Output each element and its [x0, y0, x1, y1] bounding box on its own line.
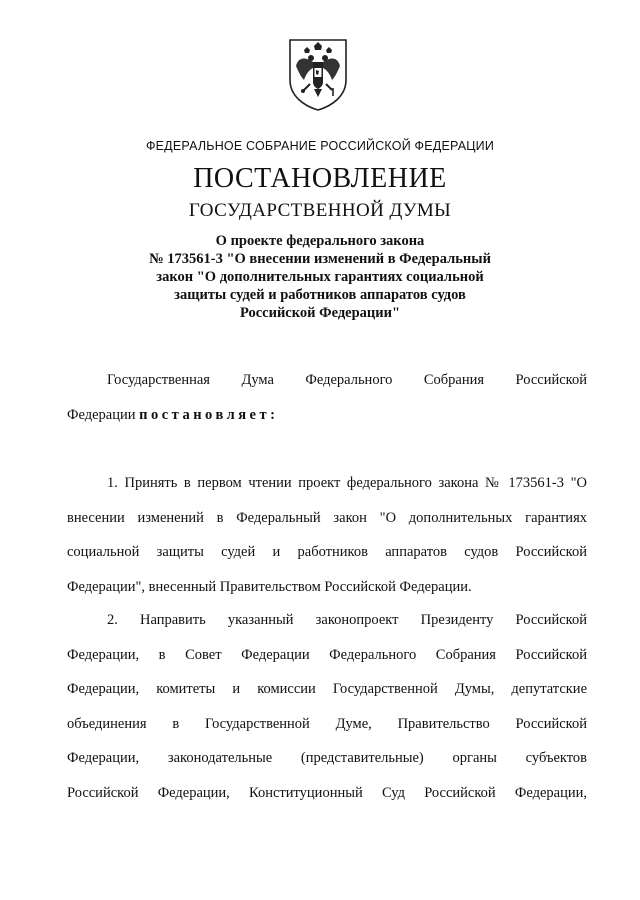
document-subject — [120, 232, 520, 322]
organization-title: ФЕДЕРАЛЬНОЕ СОБРАНИЕ РОССИЙСКОЙ ФЕДЕРАЦИИ — [145, 139, 495, 153]
issuing-body-title: ГОСУДАРСТВЕННОЙ ДУМЫ — [188, 200, 452, 221]
preamble-line: Государственная Дума Федерального Собрания Российской — [107, 372, 587, 388]
clause-line: объединения в Государственной Думе, Правительство Российской — [67, 715, 587, 732]
clause-line: Федерации, в Совет Федерации Федерального Собрания Российской — [67, 646, 587, 663]
document-type-title: ПОСТАНОВЛЕНИЕ — [193, 163, 447, 194]
clause-line: внесении изменений в Федеральный закон "О дополнительных гарантиях — [67, 509, 587, 526]
preamble-text: Федерации — [67, 406, 136, 423]
clause-line: Федерации, комитеты и комиссии Государственной Думы, депутатские — [67, 681, 587, 697]
clause-1-paragraph — [67, 466, 587, 604]
russian-coat-of-arms-icon — [284, 36, 352, 112]
preamble-line — [67, 398, 587, 433]
subject-line: О проекте федерального закона — [215, 233, 425, 249]
clause-line: Федерации, законодательные (представительные) органы субъектов — [67, 750, 587, 766]
subject-line: закон "О дополнительных гарантиях социальной — [156, 269, 484, 285]
subject-line: № 173561-3 "О внесении изменений в Федеральный — [149, 251, 491, 267]
clause-line: 2. Направить указанный законопроект Президенту Российской — [107, 612, 587, 628]
clause-line: 1. Принять в первом чтении проект федерального закона № 173561-3 "О — [107, 475, 587, 491]
clause-2-paragraph — [67, 603, 587, 810]
subject-line: Российской Федерации" — [239, 305, 401, 321]
preamble-paragraph — [67, 363, 587, 432]
subject-line: защиты судей и работников аппаратов судов — [174, 287, 466, 303]
clause-line: социальной защиты судей и работников аппаратов судов Российской — [67, 544, 587, 560]
clause-line: Российской Федерации, Конституционный Суд Российской Федерации, — [67, 784, 587, 801]
clause-line: Федерации", внесенный Правительством Российской Федерации. — [67, 578, 472, 595]
resolves-emphasis: постановляет: — [139, 406, 279, 423]
